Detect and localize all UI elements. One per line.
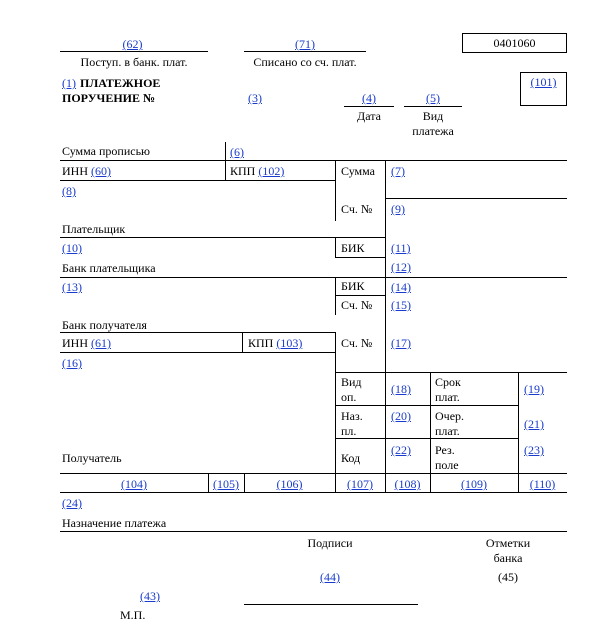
field-61: (61) <box>91 336 111 350</box>
debited-label: Списано со сч. плат. <box>253 55 357 69</box>
grid-line <box>335 277 336 315</box>
field-23: (23) <box>524 443 544 457</box>
payee-bank-label: Банк получателя <box>62 318 147 332</box>
grid-line <box>335 438 518 439</box>
payee-account-label: Сч. № <box>341 336 373 350</box>
field-5: (5) <box>426 91 440 105</box>
code-label: Код <box>341 451 361 465</box>
purpose-label: Назначение платежа <box>62 516 167 530</box>
payer-inn-label: ИНН (60) <box>62 164 111 178</box>
term-label-2: плат. <box>435 390 460 404</box>
field-106: (106) <box>276 477 303 491</box>
grid-line <box>60 473 567 474</box>
payer-bank-label: Банк плательщика <box>62 261 156 275</box>
payee-inn-label: ИНН (61) <box>62 336 111 350</box>
field-20: (20) <box>391 409 411 423</box>
payer-account-label: Сч. № <box>341 202 373 216</box>
field-1: (1) <box>62 76 76 90</box>
bank-marks-label-1: Отметки <box>485 536 531 550</box>
op-type-label-2: оп. <box>341 390 357 404</box>
grid-line <box>335 295 385 296</box>
grid-line <box>385 160 386 473</box>
field-44: (44) <box>320 570 340 584</box>
grid-line <box>335 405 518 406</box>
field-18: (18) <box>391 382 411 396</box>
field-13: (13) <box>62 280 82 294</box>
signature-line <box>244 604 418 605</box>
sum-label: Сумма <box>341 164 375 178</box>
field-3: (3) <box>248 91 262 105</box>
payee-label: Получатель <box>62 451 122 465</box>
payee-kpp-label: КПП (103) <box>248 336 303 350</box>
reserve-label-1: Рез. <box>435 443 455 457</box>
grid-line <box>60 180 335 181</box>
field-101: (101) <box>530 75 557 89</box>
debited-date-line <box>244 51 366 52</box>
field-60: (60) <box>91 164 111 178</box>
received-date-line <box>60 51 208 52</box>
payer-kpp-label: КПП (102) <box>230 164 285 178</box>
date-label: Дата <box>357 109 381 123</box>
payee-bik-label: БИК <box>341 279 365 293</box>
op-type-label-1: Вид <box>341 375 362 389</box>
field-104: (104) <box>121 477 147 491</box>
purpose-code-label-1: Наз. <box>341 409 363 423</box>
grid-line <box>60 277 567 278</box>
grid-line <box>225 142 226 180</box>
field-62: (62) <box>122 37 143 51</box>
field-22: (22) <box>391 443 411 457</box>
grid-line <box>60 352 335 353</box>
field-8: (8) <box>62 184 76 198</box>
field-10: (10) <box>62 241 82 255</box>
grid-line <box>335 257 385 258</box>
payment-type-label-2: платежа <box>412 124 454 138</box>
grid-line <box>335 332 336 473</box>
reserve-label-2: поле <box>435 458 459 472</box>
date-line <box>344 106 394 107</box>
field-9: (9) <box>391 202 405 216</box>
grid-line <box>242 332 243 352</box>
field-7: (7) <box>391 164 405 178</box>
title-line-1: ПЛАТЕЖНОЕ <box>80 76 161 90</box>
payer-bik-label: БИК <box>341 241 365 255</box>
grid-line <box>335 372 567 373</box>
field-103: (103) <box>276 336 303 350</box>
grid-line <box>385 198 567 199</box>
field-102: (102) <box>258 164 285 178</box>
field-43: (43) <box>140 589 160 603</box>
grid-line <box>60 531 567 532</box>
term-label-1: Срок <box>435 375 461 389</box>
stamp-label: М.П. <box>120 608 146 622</box>
payment-type-line <box>404 106 462 107</box>
field-19: (19) <box>524 382 544 396</box>
field-12: (12) <box>391 260 411 274</box>
purpose-code-label-2: пл. <box>341 424 357 438</box>
field-110: (110) <box>529 477 556 491</box>
field-107: (107) <box>347 477 373 491</box>
payee-corr-account-label: Сч. № <box>341 298 373 312</box>
field-17: (17) <box>391 336 411 350</box>
grid-line <box>60 237 385 238</box>
field-11: (11) <box>391 241 411 255</box>
field-108: (108) <box>394 477 421 491</box>
field-6: (6) <box>230 145 244 159</box>
field-21: (21) <box>524 417 544 431</box>
bank-marks-label-2: банка <box>493 551 523 565</box>
field-24: (24) <box>62 496 82 510</box>
title-line-2: ПОРУЧЕНИЕ № <box>62 91 156 105</box>
grid-line <box>60 160 567 161</box>
payment-type-label-1: Вид <box>422 109 444 123</box>
grid-line <box>335 160 336 221</box>
grid-line <box>60 332 335 333</box>
order-label-2: плат. <box>435 424 460 438</box>
order-label-1: Очер. <box>435 409 465 423</box>
field-15: (15) <box>391 298 411 312</box>
field-105: (105) <box>213 477 239 491</box>
grid-line <box>518 372 519 473</box>
amount-words-label: Сумма прописью <box>62 144 151 158</box>
payer-label: Плательщик <box>62 222 126 236</box>
field-14: (14) <box>391 280 411 294</box>
field-71: (71) <box>295 37 315 51</box>
field-16: (16) <box>62 356 82 370</box>
received-label: Поступ. в банк. плат. <box>80 55 188 69</box>
grid-line <box>335 237 336 257</box>
form-code: 0401060 <box>493 36 536 50</box>
grid-line <box>60 492 567 493</box>
field-45: (45) <box>498 570 518 584</box>
field-4: (4) <box>362 91 376 105</box>
signatures-label: Подписи <box>307 536 353 550</box>
field-109: (109) <box>461 477 487 491</box>
